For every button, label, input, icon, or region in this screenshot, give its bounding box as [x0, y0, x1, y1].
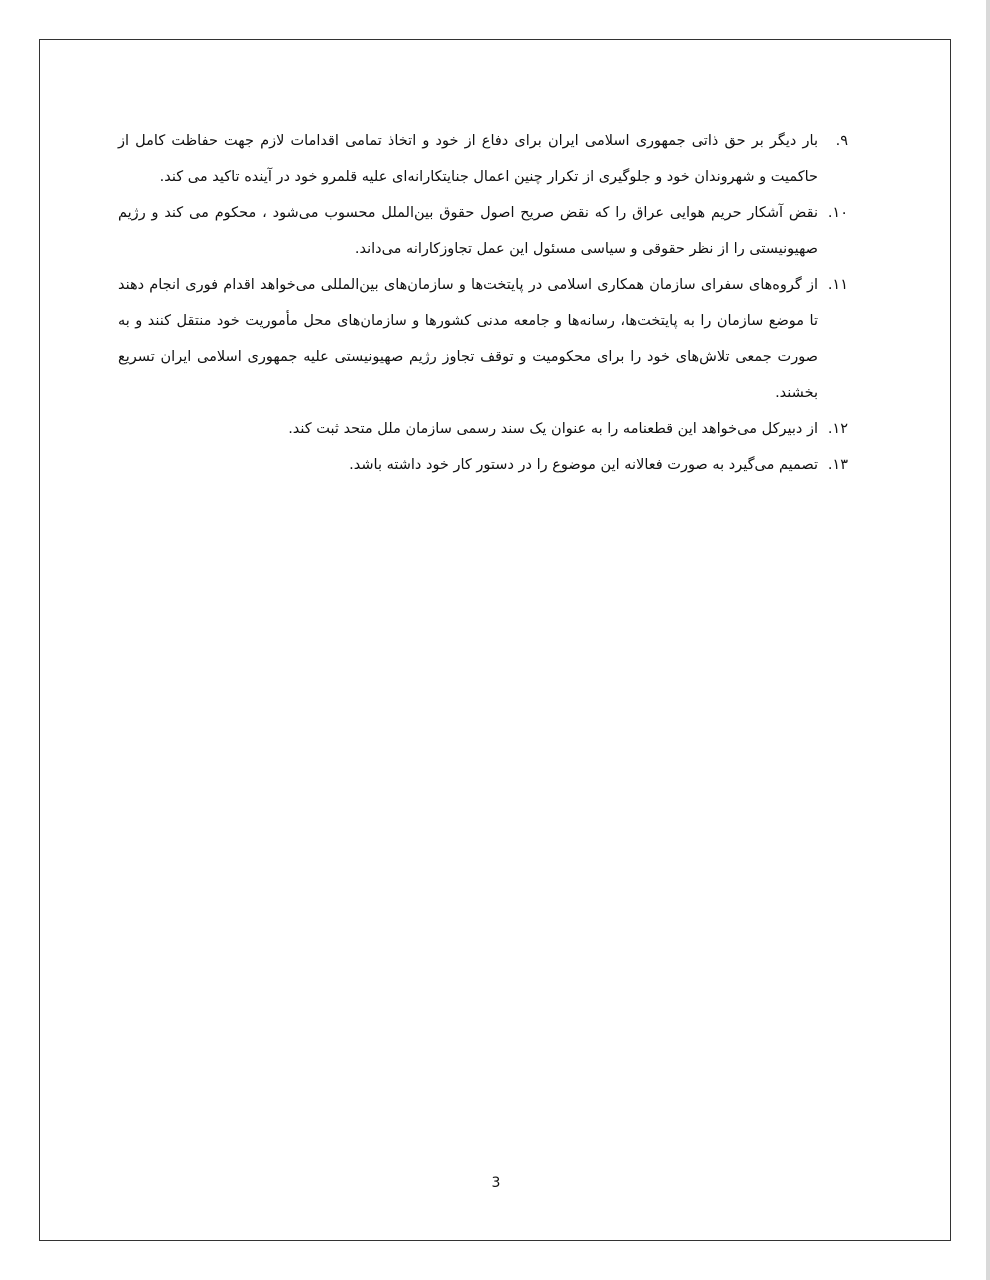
item-number: ۱۲. [827, 421, 848, 437]
list-item [118, 195, 848, 267]
item-number: ۱۱. [827, 277, 848, 293]
list-item [118, 267, 848, 411]
item-number: ۹. [835, 133, 848, 149]
item-text: از دبیرکل می‌خواهد این قطعنامه را به عنوان یک سند رسمی سازمان ملل متحد ثبت کند. [288, 421, 818, 437]
resolution-list [118, 123, 848, 483]
document-page [39, 39, 951, 1241]
item-text: تصمیم می‌گیرد به صورت فعالانه این موضوع را در دستور کار خود داشته باشد. [349, 457, 818, 473]
item-text: نقض آشکار حریم هوایی عراق را که نقض صریح اصول حقوق بین‌الملل محسوب می‌شود ، محکوم می کند و رژیم صهیونیستی را از نظر حقوقی و سیاسی مسئول این عمل تجاوزکارانه می‌داند. [118, 205, 818, 257]
list-item [118, 411, 848, 447]
list-item [118, 447, 848, 483]
item-number: ۱۳. [827, 457, 848, 473]
list-item [118, 123, 848, 195]
item-text: از گروه‌های سفرای سازمان همکاری اسلامی در پایتخت‌ها و سازمان‌های بین‌المللی می‌خواهد اقدام فوری انجام دهند تا موضع سازمان را به پایتخت‌ها، رسانه‌ها و جامعه مدنی کشورها و سازمان‌های محل مأموریت خود منتقل کنند و به صورت جمعی تلاش‌های خود را برای محکومیت و توقف تجاوز رژیم صهیونیستی علیه جمهوری اسلامی ایران تسریع بخشند. [118, 277, 818, 401]
scrollbar[interactable] [986, 0, 990, 1280]
page-number: 3 [491, 1175, 501, 1191]
item-number: ۱۰. [827, 205, 848, 221]
item-text: بار دیگر بر حق ذاتی جمهوری اسلامی ایران برای دفاع از خود و اتخاذ تمامی اقدامات لازم جهت حفاظت کامل از حاکمیت و شهروندان خود و جلوگیری از تکرار چنین اعمال جنایتکارانه‌ای علیه قلمرو خود در آینده تاکید می کند. [118, 133, 818, 185]
